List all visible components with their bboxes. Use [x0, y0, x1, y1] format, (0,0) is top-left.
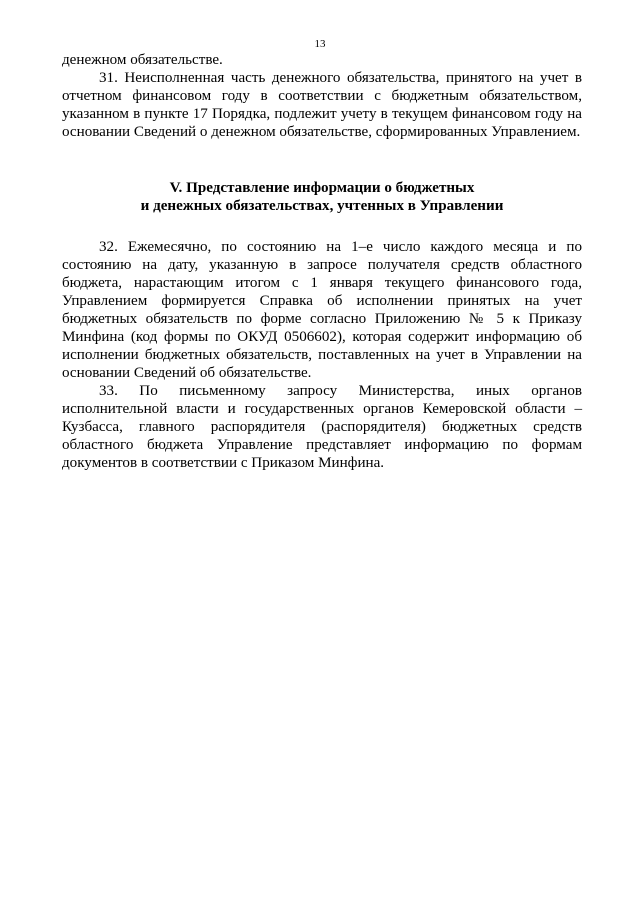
section-heading	[62, 179, 582, 215]
paragraph-31: 31. Неисполненная часть денежного обязательства, принятого на учет в отчетном финансовом году в соответствии с бюджетным обязательством, указанном в пункте 17 Порядка, подлежит учету в текущем финансовом году на основании Сведений о денежном обязательстве, сформированных Управлением.	[62, 70, 582, 140]
page-number: 13	[314, 38, 326, 50]
paragraph-continuation: денежном обязательстве.	[62, 52, 223, 68]
paragraph-33: 33. По письменному запросу Министерства, иных органов исполнительной власти и государственных органов Кемеровской области – Кузбасса, главного распорядителя (распорядителя) бюджетных средств областного бюджета Управление представляет информацию по формам документов в соответствии с Приказом Минфина.	[62, 383, 582, 471]
section-heading-line-2: и денежных обязательствах, учтенных в Управлении	[140, 198, 504, 214]
document-body	[62, 51, 582, 472]
paragraph-32: 32. Ежемесячно, по состоянию на 1–е число каждого месяца и по состоянию на дату, указанную в запросе получателя средств областного бюджета, нарастающим итогом с 1 января текущего финансового года, Управлением формируется Справка об исполнении принятых на учет бюджетных обязательств по форме согласно Приложению № 5 к Приказу Минфина (код формы по ОКУД 0506602), которая содержит информацию об исполнении бюджетных обязательств, поставленных на учет в Управлении на основании Сведений об обязательстве.	[62, 239, 582, 381]
section-heading-line-1: V. Представление информации о бюджетных	[169, 180, 475, 196]
